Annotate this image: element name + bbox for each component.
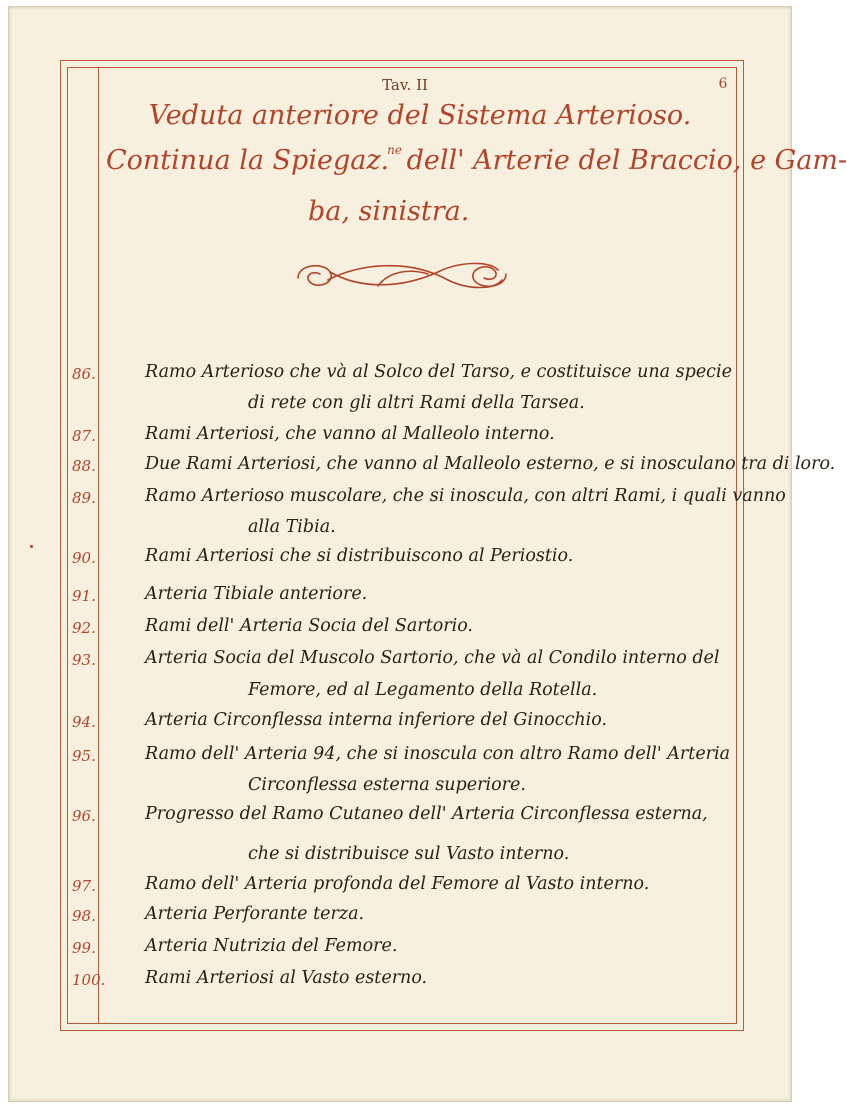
entry-number: 99.	[72, 939, 96, 957]
title-line-1: Veduta anteriore del Sistema Arterioso.	[148, 100, 692, 131]
plate-label: Tav. II	[382, 76, 428, 94]
entry-number: 88.	[72, 457, 96, 475]
entry-text: Arteria Socia del Muscolo Sartorio, che và al Condilo interno del	[145, 648, 720, 668]
entry-text: Ramo Arterioso che và al Solco del Tarso, e costituisce una specie	[145, 362, 732, 382]
entry-text: Due Rami Arteriosi, che vanno al Malleolo esterno, e si inosculano tra di loro.	[145, 454, 836, 474]
title-line-2	[106, 143, 847, 176]
title-line-2-end: dell' Arterie del Braccio, e Gam-	[406, 145, 847, 176]
entry-text: Arteria Circonflessa interna inferiore del Ginocchio.	[145, 710, 608, 730]
title-line-3: ba, sinistra.	[308, 196, 470, 227]
entry-number: 96.	[72, 807, 96, 825]
entry-number: 89.	[72, 489, 96, 507]
entry-text-continuation: di rete con gli altri Rami della Tarsea.	[248, 393, 585, 413]
entry-text: Arteria Tibiale anteriore.	[145, 584, 368, 604]
entry-text: Rami Arteriosi, che vanno al Malleolo interno.	[145, 424, 555, 444]
title-superscript: ne	[387, 143, 402, 157]
entry-number: 97.	[72, 877, 96, 895]
entry-number: 87.	[72, 427, 96, 445]
entry-number: 92.	[72, 619, 96, 637]
entry-text: Ramo dell' Arteria profonda del Femore al Vasto interno.	[145, 874, 650, 894]
entry-text-continuation: alla Tibia.	[248, 517, 336, 537]
entry-text: Rami Arteriosi che si distribuiscono al Periostio.	[145, 546, 574, 566]
entry-text: Progresso del Ramo Cutaneo dell' Arteria Circonflessa esterna,	[145, 804, 708, 824]
entry-number: 95.	[72, 747, 96, 765]
entry-text-continuation: che si distribuisce sul Vasto interno.	[248, 844, 570, 864]
entry-text: Rami dell' Arteria Socia del Sartorio.	[145, 616, 473, 636]
entry-number: 98.	[72, 907, 96, 925]
entry-text-continuation: Circonflessa esterna superiore.	[248, 775, 526, 795]
entry-number: 93.	[72, 651, 96, 669]
red-ink-mark	[30, 545, 33, 548]
entry-text: Ramo dell' Arteria 94, che si inoscula con altro Ramo dell' Arteria	[145, 744, 731, 764]
entry-number: 90.	[72, 549, 96, 567]
entry-number: 86.	[72, 365, 96, 383]
entry-text: Arteria Nutrizia del Femore.	[145, 936, 398, 956]
entry-number: 100.	[72, 971, 106, 989]
entry-text-continuation: Femore, ed al Legamento della Rotella.	[248, 680, 598, 700]
entry-text: Ramo Arterioso muscolare, che si inoscula, con altri Rami, i quali vanno	[145, 486, 786, 506]
page-number: 6	[718, 76, 728, 92]
title-line-2-start: Continua la Spiegaz.	[106, 145, 390, 176]
left-margin-rule	[98, 67, 99, 1024]
calligraphic-flourish-ornament	[288, 250, 516, 300]
entry-text: Rami Arteriosi al Vasto esterno.	[145, 968, 428, 988]
entry-number: 94.	[72, 713, 96, 731]
entry-text: Arteria Perforante terza.	[145, 904, 365, 924]
entry-number: 91.	[72, 587, 96, 605]
